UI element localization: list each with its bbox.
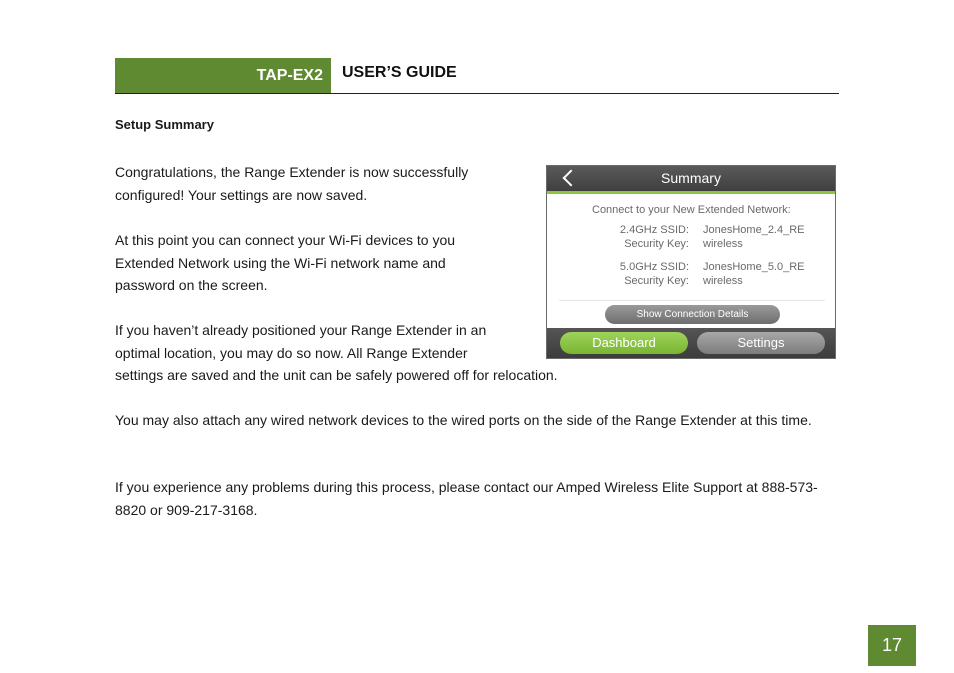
show-connection-details-button[interactable]: Show Connection Details	[605, 305, 780, 324]
paragraph-positioning-start: If you haven’t already positioned your Range Extender in an optimal location, you may do so now. All Range Extender	[115, 322, 487, 361]
key-24-value: wireless	[703, 238, 743, 250]
key-24-label: Security Key:	[624, 238, 689, 250]
key-50-value: wireless	[703, 275, 743, 287]
screen-divider	[559, 300, 825, 301]
paragraph-wired-devices: You may also attach any wired network devices to the wired ports on the side of the Range Extender at this time.	[115, 412, 812, 428]
key-50-label: Security Key:	[624, 275, 689, 287]
section-title: Setup Summary	[115, 117, 214, 132]
summary-screenshot	[546, 165, 836, 359]
settings-button[interactable]: Settings	[697, 332, 825, 354]
paragraph-positioning-end: settings are saved and the unit can be safely powered off for relocation.	[115, 367, 558, 383]
paragraph-positioning	[115, 319, 595, 387]
ssid-24-value: JonesHome_2.4_RE	[703, 224, 805, 236]
page-number: 17	[868, 625, 916, 666]
paragraph-connect-devices: At this point you can connect your Wi-Fi devices to you Extended Network using the Wi-Fi network name and password on the screen.	[115, 232, 456, 293]
ssid-50-label: 5.0GHz SSID:	[619, 261, 689, 273]
screen-bottom-bar	[547, 328, 835, 358]
ssid-50-value: JonesHome_5.0_RE	[703, 261, 805, 273]
header-product-bar	[115, 58, 331, 93]
paragraph-support: If you experience any problems during this process, please contact our Amped Wireless Elite Support at 888-573-8820 or 909-217-3168.	[115, 479, 818, 518]
header-divider	[115, 93, 839, 94]
screen-title: Summary	[661, 170, 721, 186]
dashboard-button[interactable]: Dashboard	[560, 332, 688, 354]
guide-title: USER’S GUIDE	[342, 64, 457, 81]
screen-title-bar	[547, 166, 835, 194]
product-name: TAP-EX2	[256, 66, 323, 84]
ssid-24-label: 2.4GHz SSID:	[619, 224, 689, 236]
screen-body	[547, 194, 835, 330]
network-caption: Connect to your New Extended Network:	[592, 204, 791, 216]
paragraph-congratulations: Congratulations, the Range Extender is now successfully configured! Your settings are now saved.	[115, 164, 469, 203]
